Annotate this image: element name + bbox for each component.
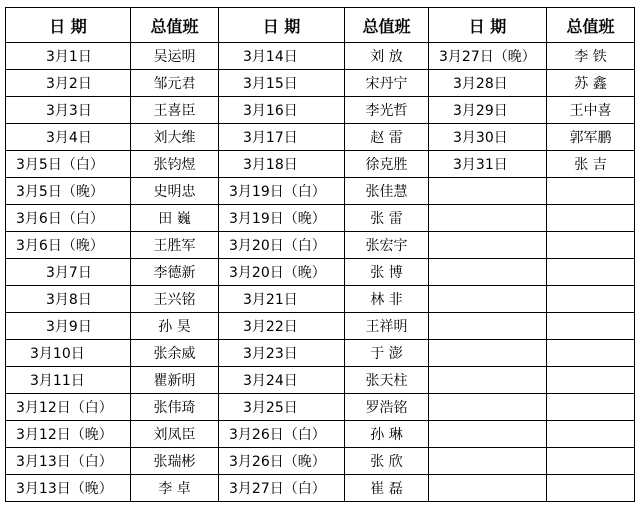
- duty-officer-cell: [547, 178, 635, 205]
- date-cell: [6, 394, 131, 421]
- duty-officer-cell: [131, 313, 219, 340]
- date-cell: [6, 178, 131, 205]
- table-row: [6, 340, 635, 367]
- date-cell: [429, 97, 547, 124]
- duty-officer-name: 李光哲: [365, 103, 408, 119]
- duty-officer-cell: [131, 70, 219, 97]
- date-text: 3月8日: [46, 292, 92, 308]
- duty-officer-cell: [345, 178, 429, 205]
- table-row: [6, 151, 635, 178]
- duty-roster-sheet: [5, 7, 635, 502]
- date-text: 3月25日: [243, 400, 298, 416]
- duty-officer-cell: [547, 232, 635, 259]
- duty-officer-name: 于 澎: [370, 346, 403, 362]
- date-cell: [219, 313, 345, 340]
- date-text: 3月4日: [46, 130, 92, 146]
- date-cell: [219, 70, 345, 97]
- duty-officer-name: 张瑞彬: [153, 454, 196, 470]
- date-text: 3月5日（晚）: [16, 184, 104, 200]
- duty-officer-cell: [131, 475, 219, 502]
- duty-officer-cell: [345, 124, 429, 151]
- column-header-date: 日 期: [429, 8, 547, 43]
- duty-officer-cell: [345, 286, 429, 313]
- duty-officer-name: 张 欣: [370, 454, 403, 470]
- date-cell: [6, 313, 131, 340]
- duty-officer-cell: [131, 151, 219, 178]
- duty-officer-name: 张佳慧: [365, 184, 408, 200]
- duty-officer-name: 史明忠: [153, 184, 196, 200]
- duty-officer-cell: [345, 367, 429, 394]
- date-cell: [429, 394, 547, 421]
- duty-officer-name: 张宏宇: [365, 238, 408, 254]
- duty-officer-name: 崔 磊: [370, 481, 403, 497]
- date-cell: [429, 178, 547, 205]
- table-row: [6, 232, 635, 259]
- date-cell: [429, 340, 547, 367]
- duty-officer-cell: [131, 43, 219, 70]
- date-cell: [429, 70, 547, 97]
- duty-officer-name: 邹元君: [153, 76, 196, 92]
- duty-officer-cell: [345, 205, 429, 232]
- date-cell: [6, 205, 131, 232]
- table-row: [6, 124, 635, 151]
- duty-officer-name: 孙 琳: [370, 427, 403, 443]
- duty-officer-cell: [131, 286, 219, 313]
- duty-officer-cell: [547, 340, 635, 367]
- duty-roster-table: [5, 7, 635, 502]
- date-text: 3月26日（晚）: [229, 454, 326, 470]
- table-row: [6, 97, 635, 124]
- table-row: [6, 448, 635, 475]
- date-cell: [429, 124, 547, 151]
- table-row: [6, 367, 635, 394]
- duty-officer-cell: [547, 475, 635, 502]
- date-text: 3月5日（白）: [16, 157, 104, 173]
- date-text: 3月24日: [243, 373, 298, 389]
- date-text: 3月13日（白）: [16, 454, 113, 470]
- duty-officer-cell: [547, 151, 635, 178]
- table-row: [6, 259, 635, 286]
- duty-officer-cell: [547, 286, 635, 313]
- date-cell: [429, 448, 547, 475]
- date-cell: [6, 367, 131, 394]
- date-text: 3月12日（白）: [16, 400, 113, 416]
- date-text: 3月15日: [243, 76, 298, 92]
- table-row: [6, 394, 635, 421]
- duty-officer-cell: [547, 43, 635, 70]
- duty-officer-name: 宋丹宁: [365, 76, 408, 92]
- duty-officer-name: 苏 鑫: [574, 76, 607, 92]
- date-cell: [6, 340, 131, 367]
- duty-officer-name: 赵 雷: [370, 130, 403, 146]
- duty-officer-cell: [345, 475, 429, 502]
- date-text: 3月3日: [46, 103, 92, 119]
- duty-officer-name: 王胜军: [153, 238, 196, 254]
- date-text: 3月21日: [243, 292, 298, 308]
- date-text: 3月1日: [46, 49, 92, 65]
- duty-officer-cell: [345, 70, 429, 97]
- duty-officer-name: 刘凤臣: [153, 427, 196, 443]
- duty-officer-name: 王中喜: [569, 103, 612, 119]
- date-cell: [219, 394, 345, 421]
- date-text: 3月19日（白）: [229, 184, 326, 200]
- date-text: 3月14日: [243, 49, 298, 65]
- date-text: 3月13日（晚）: [16, 481, 113, 497]
- date-cell: [219, 367, 345, 394]
- date-cell: [6, 124, 131, 151]
- date-cell: [429, 367, 547, 394]
- date-cell: [219, 97, 345, 124]
- duty-officer-cell: [345, 340, 429, 367]
- duty-officer-cell: [131, 259, 219, 286]
- date-text: 3月30日: [453, 130, 508, 146]
- duty-officer-cell: [345, 421, 429, 448]
- date-cell: [429, 313, 547, 340]
- duty-officer-cell: [345, 151, 429, 178]
- date-cell: [429, 475, 547, 502]
- duty-officer-cell: [345, 448, 429, 475]
- date-cell: [219, 205, 345, 232]
- date-cell: [219, 259, 345, 286]
- date-text: 3月16日: [243, 103, 298, 119]
- date-cell: [6, 70, 131, 97]
- duty-officer-cell: [547, 205, 635, 232]
- date-cell: [6, 43, 131, 70]
- duty-officer-name: 王祥明: [365, 319, 408, 335]
- duty-officer-name: 刘大维: [153, 130, 196, 146]
- date-cell: [219, 448, 345, 475]
- date-text: 3月18日: [243, 157, 298, 173]
- date-cell: [429, 421, 547, 448]
- date-cell: [6, 421, 131, 448]
- date-cell: [6, 232, 131, 259]
- duty-officer-name: 张余威: [153, 346, 196, 362]
- table-row: [6, 421, 635, 448]
- duty-officer-cell: [345, 97, 429, 124]
- duty-officer-name: 张伟琦: [153, 400, 196, 416]
- duty-officer-cell: [345, 394, 429, 421]
- duty-officer-cell: [131, 394, 219, 421]
- duty-officer-cell: [547, 394, 635, 421]
- duty-officer-name: 张 博: [370, 265, 403, 281]
- duty-officer-cell: [131, 178, 219, 205]
- duty-officer-cell: [131, 97, 219, 124]
- duty-officer-cell: [131, 205, 219, 232]
- date-cell: [6, 151, 131, 178]
- duty-officer-cell: [131, 367, 219, 394]
- duty-officer-name: 林 非: [370, 292, 403, 308]
- date-cell: [6, 259, 131, 286]
- date-text: 3月20日（晚）: [229, 265, 326, 281]
- date-cell: [429, 286, 547, 313]
- date-text: 3月27日（白）: [229, 481, 326, 497]
- table-row: [6, 475, 635, 502]
- duty-officer-cell: [345, 232, 429, 259]
- date-text: 3月23日: [243, 346, 298, 362]
- duty-officer-cell: [547, 448, 635, 475]
- duty-officer-name: 瞿新明: [153, 373, 196, 389]
- date-cell: [429, 259, 547, 286]
- date-cell: [219, 232, 345, 259]
- duty-officer-cell: [547, 124, 635, 151]
- duty-officer-cell: [547, 313, 635, 340]
- duty-officer-cell: [131, 448, 219, 475]
- date-text: 3月29日: [453, 103, 508, 119]
- date-cell: [219, 421, 345, 448]
- date-cell: [219, 286, 345, 313]
- duty-officer-name: 王喜臣: [153, 103, 196, 119]
- date-text: 3月17日: [243, 130, 298, 146]
- duty-officer-cell: [131, 340, 219, 367]
- duty-officer-name: 张 吉: [574, 157, 607, 173]
- duty-officer-cell: [345, 313, 429, 340]
- duty-officer-name: 王兴铭: [153, 292, 196, 308]
- date-text: 3月6日（白）: [16, 211, 104, 227]
- duty-officer-name: 孙 昊: [158, 319, 191, 335]
- date-text: 3月6日（晚）: [16, 238, 104, 254]
- duty-officer-cell: [345, 259, 429, 286]
- duty-officer-name: 吴运明: [153, 49, 196, 65]
- date-cell: [219, 178, 345, 205]
- date-cell: [6, 286, 131, 313]
- date-cell: [219, 124, 345, 151]
- date-cell: [6, 475, 131, 502]
- date-text: 3月26日（白）: [229, 427, 326, 443]
- duty-officer-name: 刘 放: [370, 49, 403, 65]
- date-text: 3月19日（晚）: [229, 211, 326, 227]
- date-text: 3月27日（晚）: [439, 49, 536, 65]
- header-row: [6, 8, 635, 43]
- duty-officer-name: 张钧煜: [153, 157, 196, 173]
- date-text: 3月7日: [46, 265, 92, 281]
- date-text: 3月12日（晚）: [16, 427, 113, 443]
- date-cell: [6, 97, 131, 124]
- duty-officer-name: 田 巍: [158, 211, 191, 227]
- date-cell: [429, 151, 547, 178]
- duty-officer-name: 张天柱: [365, 373, 408, 389]
- date-cell: [429, 205, 547, 232]
- duty-officer-cell: [547, 259, 635, 286]
- date-text: 3月9日: [46, 319, 92, 335]
- duty-officer-name: 张 雷: [370, 211, 403, 227]
- date-cell: [429, 43, 547, 70]
- date-text: 3月10日: [30, 346, 85, 362]
- column-header-date: 日 期: [6, 8, 131, 43]
- roster-body: [6, 43, 635, 502]
- date-text: 3月2日: [46, 76, 92, 92]
- date-cell: [219, 340, 345, 367]
- date-text: 3月28日: [453, 76, 508, 92]
- date-cell: [219, 151, 345, 178]
- table-row: [6, 205, 635, 232]
- duty-officer-cell: [131, 124, 219, 151]
- duty-officer-name: 李 卓: [158, 481, 191, 497]
- column-header-date: 日 期: [219, 8, 345, 43]
- date-text: 3月20日（白）: [229, 238, 326, 254]
- table-row: [6, 43, 635, 70]
- duty-officer-name: 李德新: [153, 265, 196, 281]
- duty-officer-name: 罗浩铭: [365, 400, 408, 416]
- column-header-duty: 总值班: [131, 8, 219, 43]
- duty-officer-cell: [131, 421, 219, 448]
- duty-officer-cell: [131, 232, 219, 259]
- duty-officer-name: 郭军鹏: [569, 130, 612, 146]
- duty-officer-cell: [547, 70, 635, 97]
- duty-officer-cell: [547, 421, 635, 448]
- date-cell: [6, 448, 131, 475]
- duty-officer-name: 李 铁: [574, 49, 607, 65]
- date-cell: [219, 43, 345, 70]
- table-row: [6, 70, 635, 97]
- duty-officer-name: 徐克胜: [365, 157, 408, 173]
- column-header-duty: 总值班: [547, 8, 635, 43]
- date-text: 3月22日: [243, 319, 298, 335]
- date-text: 3月31日: [453, 157, 508, 173]
- date-cell: [219, 475, 345, 502]
- column-header-duty: 总值班: [345, 8, 429, 43]
- table-row: [6, 286, 635, 313]
- table-row: [6, 178, 635, 205]
- duty-officer-cell: [345, 43, 429, 70]
- duty-officer-cell: [547, 367, 635, 394]
- duty-officer-cell: [547, 97, 635, 124]
- date-cell: [429, 232, 547, 259]
- date-text: 3月11日: [30, 373, 85, 389]
- table-row: [6, 313, 635, 340]
